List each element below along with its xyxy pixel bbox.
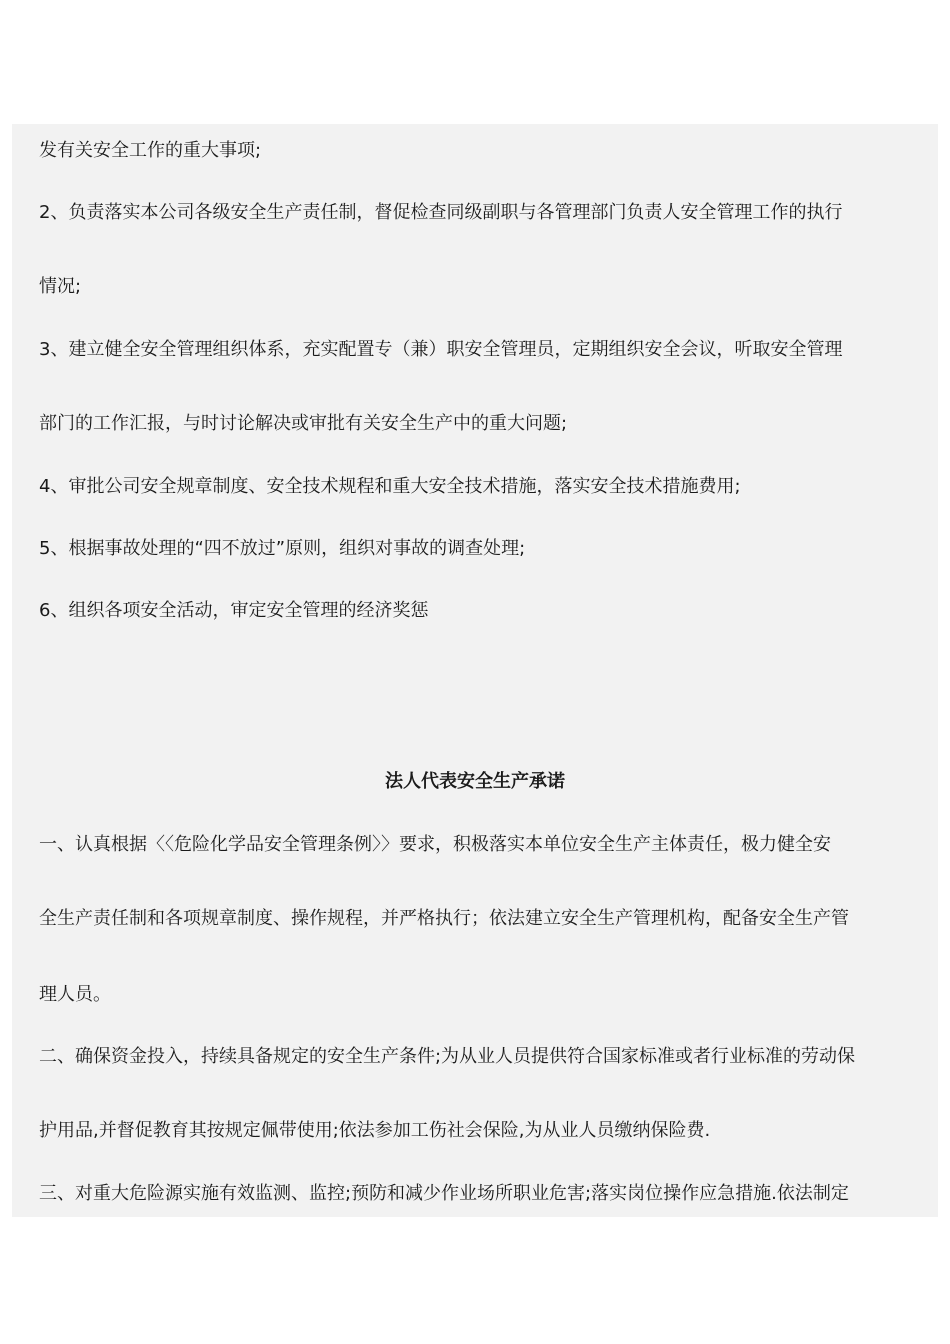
duty-item-4: 4、审批公司安全规章制度、安全技术规程和重大安全技术措施，落实安全技术措施费用; [39,476,741,497]
duty-item-3-line-1: 3、建立健全安全管理组织体系，充实配置专（兼）职安全管理员，定期组织安全会议，听取安全管理 [39,339,843,360]
commitment-p1-line-2: 全生产责任制和各项规章制度、操作规程，并严格执行；依法建立安全生产管理机构，配备安全生产管 [39,908,849,929]
duty-item-5: 5、根据事故处理的“四不放过”原则，组织对事故的调查处理; [39,538,526,559]
duty-item-2-line-1: 2、负责落实本公司各级安全生产责任制，督促检查同级副职与各管理部门负责人安全管理工作的执行 [39,202,843,223]
commitment-p1-line-3: 理人员。 [39,984,111,1005]
commitment-p2-line-1: 二、确保资金投入，持续具备规定的安全生产条件;为从业人员提供符合国家标准或者行业标准的劳动保 [39,1046,856,1067]
commitment-title: 法人代表安全生产承诺 [385,771,565,792]
duty-item-3-line-2: 部门的工作汇报，与时讨论解决或审批有关安全生产中的重大问题; [39,413,568,434]
duty-item-1-tail: 发有关安全工作的重大事项; [39,140,262,161]
commitment-p3-line-1: 三、对重大危险源实施有效监测、监控;预防和减少作业场所职业危害;落实岗位操作应急措施.依法制定 [39,1183,849,1204]
commitment-p2-line-2: 护用品,并督促教育其按规定佩带使用;依法参加工伤社会保险,为从业人员缴纳保险费. [39,1120,711,1141]
duty-item-6: 6、组织各项安全活动，审定安全管理的经济奖惩 [39,600,429,621]
commitment-p1-line-1: 一、认真根据〈〈危险化学品安全管理条例〉〉要求，积极落实本单位安全生产主体责任，极力健全安 [39,834,831,855]
duty-item-2-line-2: 情况; [39,276,82,297]
document-body [12,124,938,1217]
